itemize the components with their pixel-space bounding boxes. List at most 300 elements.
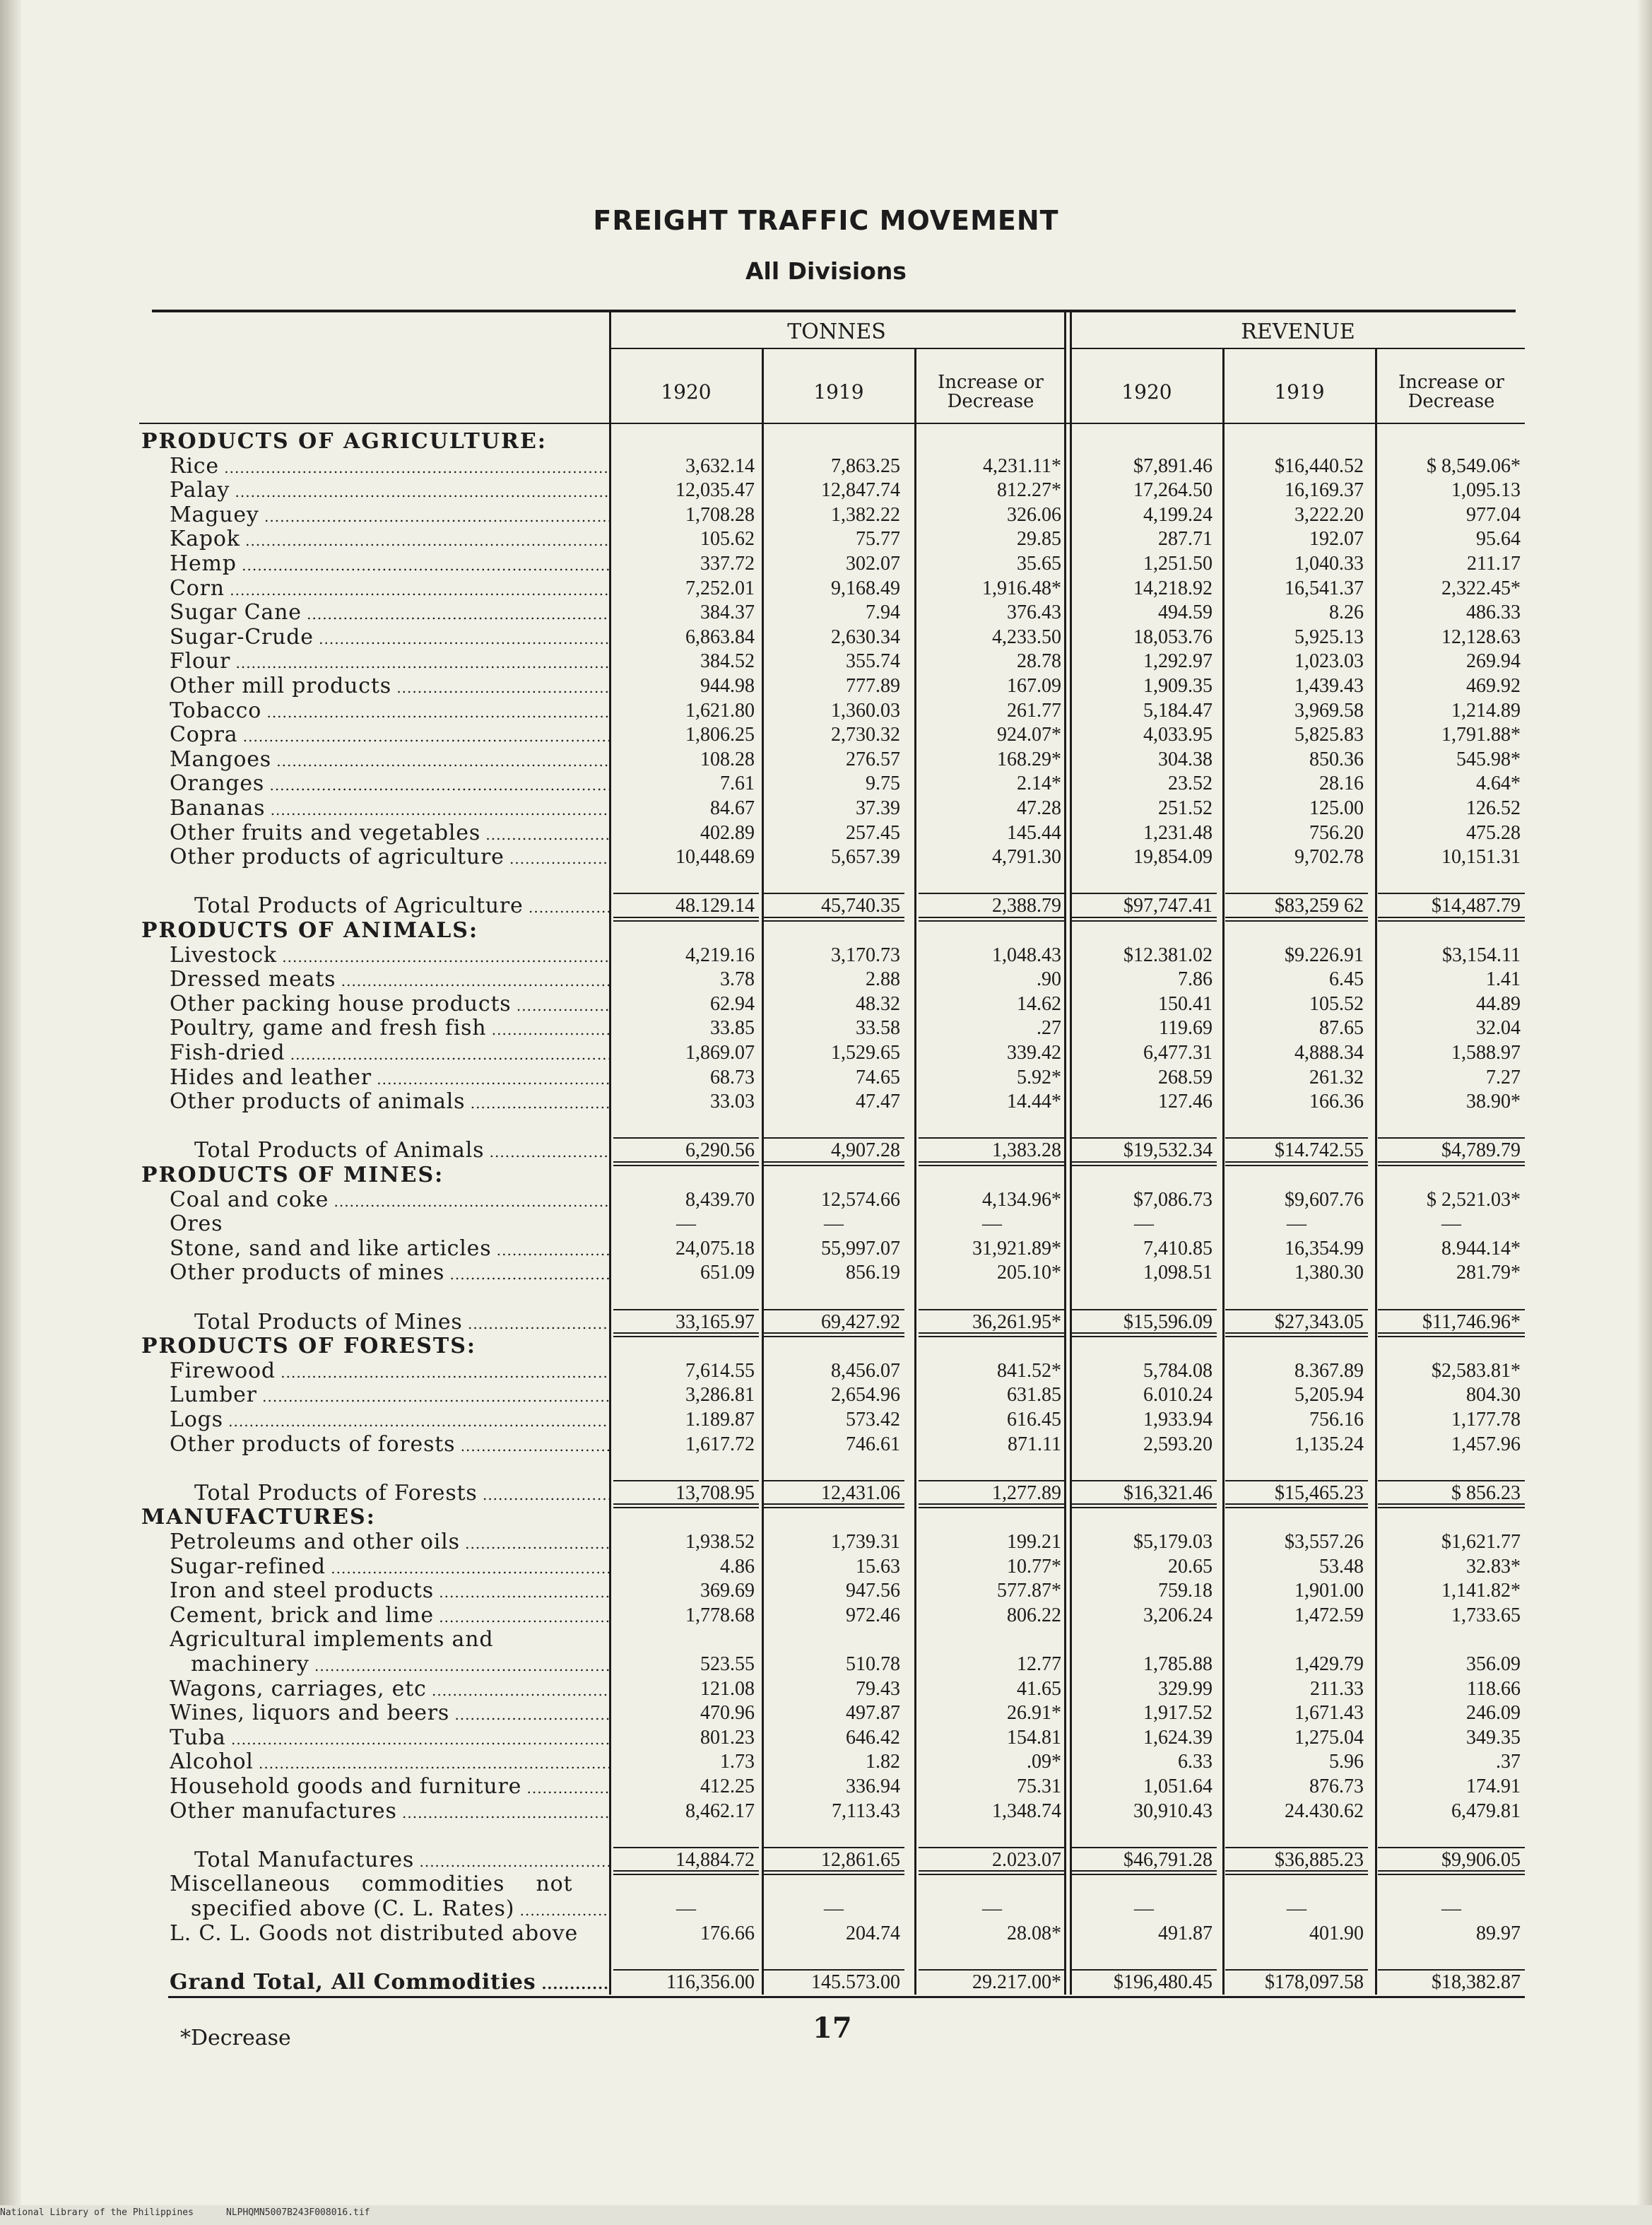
row-label-cell	[194, 1481, 609, 1508]
table-row	[0, 1555, 1652, 1580]
table-cell: 48.129.14	[675, 895, 755, 917]
section-header-row	[0, 1334, 1652, 1359]
sum-rule	[613, 893, 759, 894]
table-row	[0, 1628, 1652, 1652]
table-cell: —	[1441, 1898, 1461, 1920]
row-label-cell	[170, 601, 609, 627]
table-cell: 125.00	[1309, 797, 1364, 819]
table-cell: 1,098.51	[1143, 1262, 1213, 1284]
row-label-cell	[194, 1310, 609, 1337]
table-cell: 1.41	[1486, 968, 1521, 991]
table-row	[0, 1016, 1652, 1041]
table-cell: $ 2,521.03*	[1427, 1188, 1521, 1211]
table-cell: 1,135.24	[1294, 1433, 1364, 1455]
row-label: Mangoes	[170, 747, 271, 772]
row-label: Other packing house products	[170, 992, 512, 1016]
table-cell: 29.85	[1017, 528, 1061, 551]
table-cell: 6,479.81	[1451, 1800, 1521, 1822]
table-cell: 121.08	[700, 1677, 755, 1700]
table-cell: 53.48	[1319, 1555, 1364, 1578]
table-cell: 1,439.43	[1294, 675, 1364, 697]
table-cell: 192.07	[1309, 528, 1364, 551]
table-cell: 1,917.52	[1143, 1702, 1213, 1725]
table-cell: 145.573.00	[811, 1971, 900, 1993]
table-row	[0, 601, 1652, 626]
row-label: Copra	[170, 723, 238, 748]
row-label-cell	[170, 1530, 609, 1556]
table-cell: $9,607.76	[1285, 1188, 1364, 1211]
table-cell: 2,593.20	[1143, 1433, 1213, 1455]
table-cell: 1,739.31	[831, 1531, 900, 1553]
row-label-cell	[170, 723, 609, 749]
sum-rule	[919, 1969, 1066, 1971]
table-cell: 23.52	[1168, 773, 1213, 795]
table-cell: 545.98*	[1456, 748, 1521, 770]
row-label: Bananas	[170, 797, 266, 821]
table-cell: 1.82	[866, 1751, 900, 1773]
row-label: L. C. L. Goods not distributed above	[170, 1921, 579, 1946]
sum-rule	[1225, 1309, 1368, 1310]
row-label: Total Manufactures	[194, 1848, 415, 1872]
table-cell: 12,574.66	[821, 1188, 900, 1211]
table-cell: 384.37	[700, 601, 755, 624]
section-title: PRODUCTS OF AGRICULTURE:	[141, 429, 547, 454]
section-header-row	[0, 430, 1652, 454]
column-rule	[609, 312, 611, 1995]
table-row	[0, 797, 1652, 821]
table-cell: 1,624.39	[1143, 1726, 1213, 1749]
table-cell: 251.52	[1158, 797, 1213, 819]
table-cell: 12,431.06	[821, 1481, 900, 1504]
table-cell: 12.77	[1017, 1653, 1061, 1675]
table-cell: 3.78	[720, 968, 755, 991]
table-row	[0, 1359, 1652, 1384]
table-cell: 1,277.89	[992, 1481, 1061, 1504]
table-cell: 5.92*	[1017, 1066, 1061, 1088]
table-cell: 257.45	[846, 821, 900, 844]
table-cell: 10.77*	[1007, 1555, 1061, 1578]
row-label: Household goods and furniture	[170, 1775, 522, 1799]
table-row	[0, 1872, 1652, 1897]
table-cell: 1,214.89	[1451, 699, 1521, 722]
table-cell: 12,861.65	[821, 1848, 900, 1871]
table-cell: $46,791.28	[1123, 1848, 1213, 1871]
table-cell: 7,614.55	[685, 1359, 755, 1382]
table-cell: 1,916.48*	[982, 577, 1061, 599]
row-label-cell	[170, 1066, 609, 1092]
scan-info-bar	[0, 2205, 1652, 2225]
table-cell: 349.35	[1466, 1726, 1521, 1749]
table-cell: 6,290.56	[685, 1139, 755, 1162]
row-label: Other products of mines	[170, 1261, 445, 1286]
table-cell: 876.73	[1309, 1775, 1364, 1797]
table-cell: 5,205.94	[1294, 1384, 1364, 1407]
table-row	[0, 772, 1652, 797]
row-label: Firewood	[170, 1358, 276, 1383]
row-label-cell	[170, 944, 609, 970]
table-cell: 1,048.43	[992, 944, 1061, 966]
row-label: Stone, sand and like articles	[170, 1236, 492, 1261]
table-cell: 16,169.37	[1285, 479, 1364, 502]
table-cell: 6,863.84	[685, 626, 755, 648]
row-label-cell	[170, 1359, 609, 1385]
column-rule	[1064, 312, 1066, 1995]
sum-rule	[613, 1137, 759, 1139]
row-label-cell	[170, 1090, 609, 1116]
table-cell: 1,360.03	[831, 699, 900, 722]
row-label-cell	[170, 845, 609, 871]
table-row	[0, 1726, 1652, 1751]
row-label-cell	[170, 1701, 609, 1727]
row-label: machinery	[191, 1652, 309, 1677]
table-cell: 127.46	[1158, 1091, 1213, 1113]
table-cell: 118.66	[1467, 1677, 1521, 1700]
table-cell: 168.29*	[997, 748, 1061, 770]
row-label: Sugar-refined	[170, 1554, 326, 1579]
sum-rule	[1071, 1969, 1217, 1971]
row-label-cell	[170, 1408, 609, 1434]
sum-rule	[613, 1969, 759, 1971]
table-cell: 154.81	[1007, 1726, 1061, 1749]
table-cell: 1,275.04	[1294, 1726, 1364, 1749]
table-cell: 5,784.08	[1143, 1359, 1213, 1382]
table-cell: 287.71	[1158, 528, 1213, 551]
table-cell: 7.94	[866, 601, 900, 624]
column-rule	[1070, 312, 1072, 1995]
row-label: Hides and leather	[170, 1065, 372, 1090]
table-cell: 1,791.88*	[1441, 724, 1521, 746]
table-cell: 14,884.72	[675, 1848, 755, 1871]
table-cell: 1,529.65	[831, 1042, 900, 1064]
table-row	[0, 1237, 1652, 1262]
row-label: Sugar Cane	[170, 601, 302, 626]
table-row	[0, 1261, 1652, 1286]
table-cell: 5.96	[1329, 1751, 1364, 1773]
sum-rule	[1071, 1137, 1217, 1139]
total-row	[0, 1310, 1652, 1335]
sum-rule	[613, 1847, 759, 1848]
table-cell: 9,168.49	[831, 577, 900, 599]
row-label-cell	[170, 1922, 609, 1947]
table-cell: 355.74	[846, 650, 900, 673]
row-label-cell	[170, 1604, 609, 1630]
table-row	[0, 1775, 1652, 1800]
row-label-cell	[170, 1775, 609, 1801]
table-cell: 2.88	[866, 968, 900, 991]
table-cell: 28.08*	[1007, 1922, 1061, 1944]
table-cell: 1,382.22	[831, 503, 900, 526]
table-cell: 2.023.07	[992, 1848, 1061, 1871]
table-cell: 4,791.30	[992, 846, 1061, 869]
table-cell: 105.62	[700, 528, 755, 551]
total-row	[0, 894, 1652, 919]
table-row	[0, 1579, 1652, 1604]
table-cell: 4,231.11*	[983, 454, 1061, 477]
sum-rule	[613, 1309, 759, 1310]
row-label: Wagons, carriages, etc	[170, 1677, 427, 1701]
table-cell: 491.87	[1158, 1922, 1213, 1944]
row-label: Kapok	[170, 527, 240, 552]
row-label-cell	[170, 1016, 609, 1043]
table-cell: 79.43	[856, 1677, 900, 1700]
table-cell: 17,264.50	[1133, 479, 1213, 502]
table-cell: 26.91*	[1007, 1702, 1061, 1725]
table-cell: 777.89	[846, 675, 900, 697]
table-cell: 3,286.81	[685, 1384, 755, 1407]
table-row	[0, 1383, 1652, 1408]
table-cell: 7.86	[1178, 968, 1213, 991]
table-cell: $27,343.05	[1275, 1310, 1364, 1333]
table-cell: 119.69	[1159, 1017, 1213, 1040]
table-row	[0, 552, 1652, 577]
row-label-cell	[191, 1652, 609, 1679]
table-cell: 29.217.00*	[972, 1971, 1061, 1993]
row-label: Tuba	[170, 1725, 226, 1750]
table-cell: 326.06	[1007, 503, 1061, 526]
table-row	[0, 1750, 1652, 1775]
table-cell: 3,632.14	[685, 454, 755, 477]
table-cell: 8.944.14*	[1441, 1237, 1521, 1260]
table-cell: 7.27	[1486, 1066, 1521, 1088]
table-cell: —	[1134, 1213, 1154, 1235]
table-cell: 856.19	[846, 1262, 900, 1284]
table-cell: 369.69	[700, 1580, 755, 1602]
table-cell: 14.44*	[1007, 1091, 1061, 1113]
table-cell: 1,051.64	[1143, 1775, 1213, 1797]
table-cell: 8.367.89	[1294, 1359, 1364, 1382]
table-cell: 145.44	[1007, 821, 1061, 844]
section-header-row	[0, 1505, 1652, 1530]
row-label: Cement, brick and lime	[170, 1603, 434, 1628]
table-cell: 1,383.28	[992, 1139, 1061, 1162]
table-row	[0, 674, 1652, 699]
table-cell: 302.07	[846, 553, 900, 575]
sum-rule	[763, 1137, 904, 1139]
table-cell: 1,806.25	[685, 724, 755, 746]
table-cell: 972.46	[846, 1604, 900, 1626]
row-label: Miscellaneous commodities not	[170, 1872, 573, 1897]
table-cell: 28.78	[1017, 650, 1061, 673]
row-label-cell	[170, 1677, 609, 1703]
sum-rule	[763, 1847, 904, 1848]
table-cell: 4,233.50	[992, 626, 1061, 648]
table-row	[0, 1066, 1652, 1091]
table-cell: 1.73	[720, 1751, 755, 1773]
table-cell: $2,583.81*	[1432, 1359, 1521, 1382]
table-cell: —	[982, 1898, 1002, 1920]
table-cell: 1,938.52	[685, 1531, 755, 1553]
row-label: Tobacco	[170, 698, 262, 723]
sum-rule	[1378, 1969, 1525, 1971]
table-cell: 16,354.99	[1285, 1237, 1364, 1260]
table-row	[0, 845, 1652, 870]
table-cell: 8.26	[1329, 601, 1364, 624]
sum-rule	[1071, 1847, 1217, 1848]
table-cell: 45,740.35	[821, 895, 900, 917]
table-cell: 651.09	[700, 1262, 755, 1284]
sum-rule	[1071, 1309, 1217, 1310]
total-row	[0, 1481, 1652, 1506]
table-row	[0, 1041, 1652, 1066]
sum-rule	[1378, 1847, 1525, 1848]
row-label: Wines, liquors and beers	[170, 1701, 450, 1726]
row-label-cell	[170, 772, 609, 798]
table-cell: $36,885.23	[1275, 1848, 1364, 1871]
table-cell: 5,657.39	[831, 846, 900, 869]
table-cell: 756.16	[1309, 1409, 1364, 1431]
table-cell: .37	[1496, 1751, 1521, 1773]
sum-rule	[763, 1969, 904, 1971]
row-label: Hemp	[170, 552, 237, 576]
table-cell: 16,541.37	[1285, 577, 1364, 599]
row-label: Total Products of Animals	[194, 1139, 485, 1163]
col-header-tonnes-1920: 1920	[661, 380, 712, 404]
scan-credit: National Library of the Philippines	[0, 2207, 194, 2218]
table-cell: 10,448.69	[675, 846, 755, 869]
table-cell: $15,465.23	[1275, 1481, 1364, 1504]
table-cell: 30,910.43	[1133, 1800, 1213, 1822]
table-cell: 944.98	[700, 675, 755, 697]
table-cell: 3,969.58	[1294, 699, 1364, 722]
table-cell: 24.430.62	[1285, 1800, 1364, 1822]
section-title: PRODUCTS OF ANIMALS:	[141, 918, 479, 943]
row-label-cell	[170, 1800, 609, 1826]
table-cell: 486.33	[1466, 601, 1521, 624]
table-row	[0, 1922, 1652, 1947]
table-cell: 1,457.96	[1451, 1433, 1521, 1455]
table-row	[0, 650, 1652, 674]
row-label: Palay	[170, 479, 230, 503]
sum-rule	[1378, 1137, 1525, 1139]
row-label-cell	[170, 674, 609, 700]
row-label: Other fruits and vegetables	[170, 821, 481, 845]
table-cell: $3,557.26	[1285, 1531, 1364, 1553]
row-label: Iron and steel products	[170, 1579, 434, 1604]
table-cell: 33.85	[710, 1017, 755, 1040]
row-label-cell	[170, 479, 609, 505]
table-cell: 5,184.47	[1143, 699, 1213, 722]
table-cell: 1,141.82*	[1441, 1580, 1521, 1602]
table-cell: .27	[1037, 1017, 1061, 1040]
table-cell: 1,472.59	[1294, 1604, 1364, 1626]
sum-rule	[1225, 1847, 1368, 1848]
table-cell: 35.65	[1017, 553, 1061, 575]
table-cell: 32.04	[1476, 1017, 1521, 1040]
row-label: Total Products of Agriculture	[194, 894, 524, 919]
table-cell: 19,854.09	[1133, 846, 1213, 869]
table-cell: 12,035.47	[675, 479, 755, 502]
page-title: FREIGHT TRAFFIC MOVEMENT	[593, 205, 1059, 236]
table-cell: 336.94	[846, 1775, 900, 1797]
table-cell: 48.32	[856, 992, 900, 1015]
table-cell: 977.04	[1466, 503, 1521, 526]
row-label-cell	[170, 1383, 609, 1409]
column-rule	[1222, 349, 1225, 1995]
table-cell: —	[676, 1898, 696, 1920]
table-cell: 2,322.45*	[1441, 577, 1521, 599]
table-cell: 1,231.48	[1143, 821, 1213, 844]
table-cell: 75.31	[1017, 1775, 1061, 1797]
table-cell: 871.11	[1008, 1433, 1061, 1455]
table-row	[0, 1652, 1652, 1677]
sum-rule	[1378, 1309, 1525, 1310]
total-row	[0, 1139, 1652, 1163]
table-cell: 36,261.95*	[972, 1310, 1061, 1333]
table-cell: 7,113.43	[832, 1800, 900, 1822]
table-cell: 497.87	[846, 1702, 900, 1725]
table-cell: 1,708.28	[685, 503, 755, 526]
row-label-cell	[191, 1897, 609, 1923]
revenue-group-header: REVENUE	[1241, 319, 1355, 344]
sum-rule	[919, 1847, 1066, 1848]
table-cell: 1,251.50	[1143, 553, 1213, 575]
section-header-row	[0, 919, 1652, 944]
table-cell: 6.45	[1329, 968, 1364, 991]
table-cell: 7.61	[720, 773, 755, 795]
row-label: Alcohol	[170, 1750, 254, 1775]
table-row	[0, 1530, 1652, 1555]
table-cell: 24,075.18	[675, 1237, 755, 1260]
table-cell: 10,151.31	[1441, 846, 1521, 869]
row-label-cell	[170, 1579, 609, 1605]
table-cell: 84.67	[710, 797, 755, 819]
row-label-cell	[170, 1188, 609, 1214]
row-label: Livestock	[170, 943, 277, 968]
row-label: specified above (C. L. Rates)	[191, 1897, 515, 1921]
table-cell: 402.89	[700, 821, 755, 844]
table-cell: 75.77	[856, 528, 900, 551]
table-cell: 756.20	[1309, 821, 1364, 844]
table-cell: 9.75	[866, 773, 900, 795]
revenue-group-rule	[1071, 348, 1525, 349]
table-cell: 4,033.95	[1143, 724, 1213, 746]
table-cell: 6.33	[1178, 1751, 1213, 1773]
row-label-cell	[194, 894, 609, 920]
table-row	[0, 577, 1652, 601]
row-label-cell	[170, 577, 609, 603]
table-cell: 494.59	[1158, 601, 1213, 624]
table-cell: 1.189.87	[685, 1409, 755, 1431]
row-label: Other products of forests	[170, 1432, 456, 1457]
sum-rule	[1378, 1480, 1525, 1481]
sum-rule	[613, 1480, 759, 1481]
table-cell: 13,708.95	[675, 1481, 755, 1504]
table-cell: 89.97	[1476, 1922, 1521, 1944]
table-cell: 211.17	[1467, 553, 1521, 575]
footnote: *Decrease	[180, 2026, 291, 2050]
table-cell: 1,778.68	[685, 1604, 755, 1626]
table-cell: 199.21	[1007, 1531, 1061, 1553]
column-rule	[1375, 349, 1377, 1995]
table-cell: 261.32	[1309, 1066, 1364, 1088]
table-cell: 174.91	[1466, 1775, 1521, 1797]
table-cell: 573.42	[846, 1409, 900, 1431]
table-cell: 95.64	[1476, 528, 1521, 551]
table-cell: 14,218.92	[1133, 577, 1213, 599]
row-label-cell	[194, 1139, 609, 1165]
sum-rule	[763, 893, 904, 894]
table-cell: 1,588.97	[1451, 1042, 1521, 1064]
table-cell: $16,440.52	[1275, 454, 1364, 477]
section-header-row	[0, 1163, 1652, 1188]
table-cell: $4,789.79	[1441, 1139, 1521, 1162]
table-cell: 947.56	[846, 1580, 900, 1602]
sum-rule	[763, 1480, 904, 1481]
table-row	[0, 968, 1652, 992]
table-cell: 631.85	[1007, 1384, 1061, 1407]
row-label: Flour	[170, 650, 231, 674]
table-cell: 1,177.78	[1451, 1409, 1521, 1431]
